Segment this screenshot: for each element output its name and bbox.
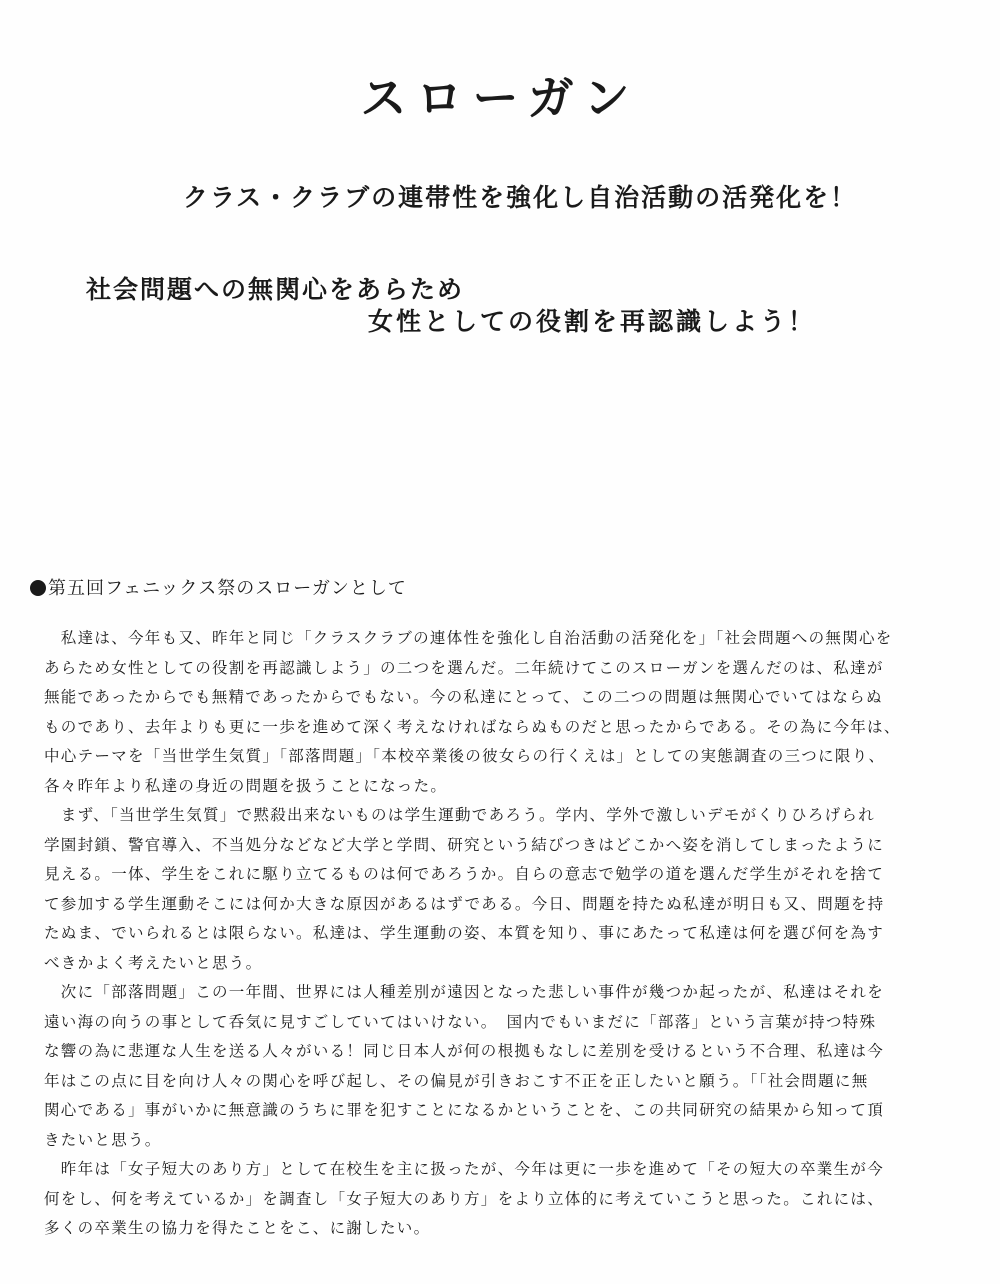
body-line: 各々昨年より私達の身近の問題を扱うことになった。 <box>44 776 448 795</box>
body-line: 学園封鎖、警官導入、不当処分などなど大学と学問、研究という結びつきはどこかへ姿を消してしまったように <box>44 835 885 854</box>
section-heading-text: 第五回フェニックス祭のスローガンとして <box>48 578 407 599</box>
body-text <box>44 624 960 1244</box>
body-line: 私達は、今年も又、昨年と同じ「クラスクラブの連体性を強化し自治活動の活発化を」「社会問題への無関心を <box>44 629 893 647</box>
body-line: 中心テーマを「当世学生気質」「部落問題」「本校卒業後の彼女らの行くえは」としての実態調査の三つに限り、 <box>44 747 886 765</box>
body-line: て参加する学生運動そこには何か大きな原因があるはずである。今日、問題を持たぬ私達が明日も又、問題を持 <box>44 894 885 913</box>
slogan-second-line1: 社会問題への無関心をあらため <box>86 275 465 304</box>
body-line: ものであり、去年よりも更に一歩を進めて深く考えなければならぬものだと思ったからである。その為に今年は、 <box>44 717 901 736</box>
body-line: 多くの卒業生の協力を得たことをこ、に謝したい。 <box>44 1219 431 1237</box>
body-line: 何をし、何を考えているか」を調査し「女子短大のあり方」をより立体的に考えていこうと思った。これには、 <box>44 1189 885 1208</box>
body-line: 次に「部落問題」この一年間、世界には人種差別が遠因となった悲しい事件が幾つか起ったが、私達はそれを <box>44 983 885 1001</box>
slogan-first: クラス・クラブの連帯性を強化し自治活動の活発化を！ <box>182 183 858 212</box>
section-heading <box>30 574 407 600</box>
body-line: 昨年は「女子短大のあり方」として在校生を主に扱ったが、今年は更に一歩を進めて「その短大の卒業生が今 <box>44 1160 885 1178</box>
body-line: べきかよく考えたいと思う。 <box>44 953 263 972</box>
body-line: きたいと思う。 <box>44 1130 162 1149</box>
body-line: 遠い海の向うの事として呑気に見すごしていてはいけない。 国内でもいまだに「部落」という言葉が持つ特殊 <box>44 1012 877 1031</box>
body-line: 関心である」事がいかに無意識のうちに罪を犯すことになるかということを、この共同研究の結果から知って頂 <box>44 1101 885 1119</box>
body-line: あらため女性としての役割を再認識しよう」の二つを選んだ。二年続けてこのスローガンを選んだのは、私達が <box>44 658 884 677</box>
body-line: 無能であったからでも無精であったからでもない。今の私達にとって、この二つの問題は無関心でいてはならぬ <box>44 688 883 706</box>
slogan-second-line2: 女性としての役割を再認識しよう！ <box>368 307 817 336</box>
bullet-icon <box>30 580 46 596</box>
body-line: な響の為に悲運な人生を送る人々がいる！同じ日本人が何の根拠もなしに差別を受けるという不合理、私達は今 <box>44 1042 885 1060</box>
page-title: スローガン <box>360 71 640 125</box>
body-line: 年はこの点に目を向け人々の関心を呼び起し、その偏見が引きおこす不正を正したいと願う。「「社会問題に無 <box>44 1071 869 1090</box>
body-line: 見える。一体、学生をこれに駆り立てるものは何であろうか。自らの意志で勉学の道を選んだ学生がそれを捨て <box>44 865 885 883</box>
body-line: まず、「当世学生気質」で黙殺出来ないものは学生運動であろう。学内、学外で激しいデモがくりひろげられ <box>44 806 876 824</box>
body-line: たぬま、でいられるとは限らない。私達は、学生運動の姿、本質を知り、事にあたって私達は何を選び何を為す <box>44 924 885 942</box>
